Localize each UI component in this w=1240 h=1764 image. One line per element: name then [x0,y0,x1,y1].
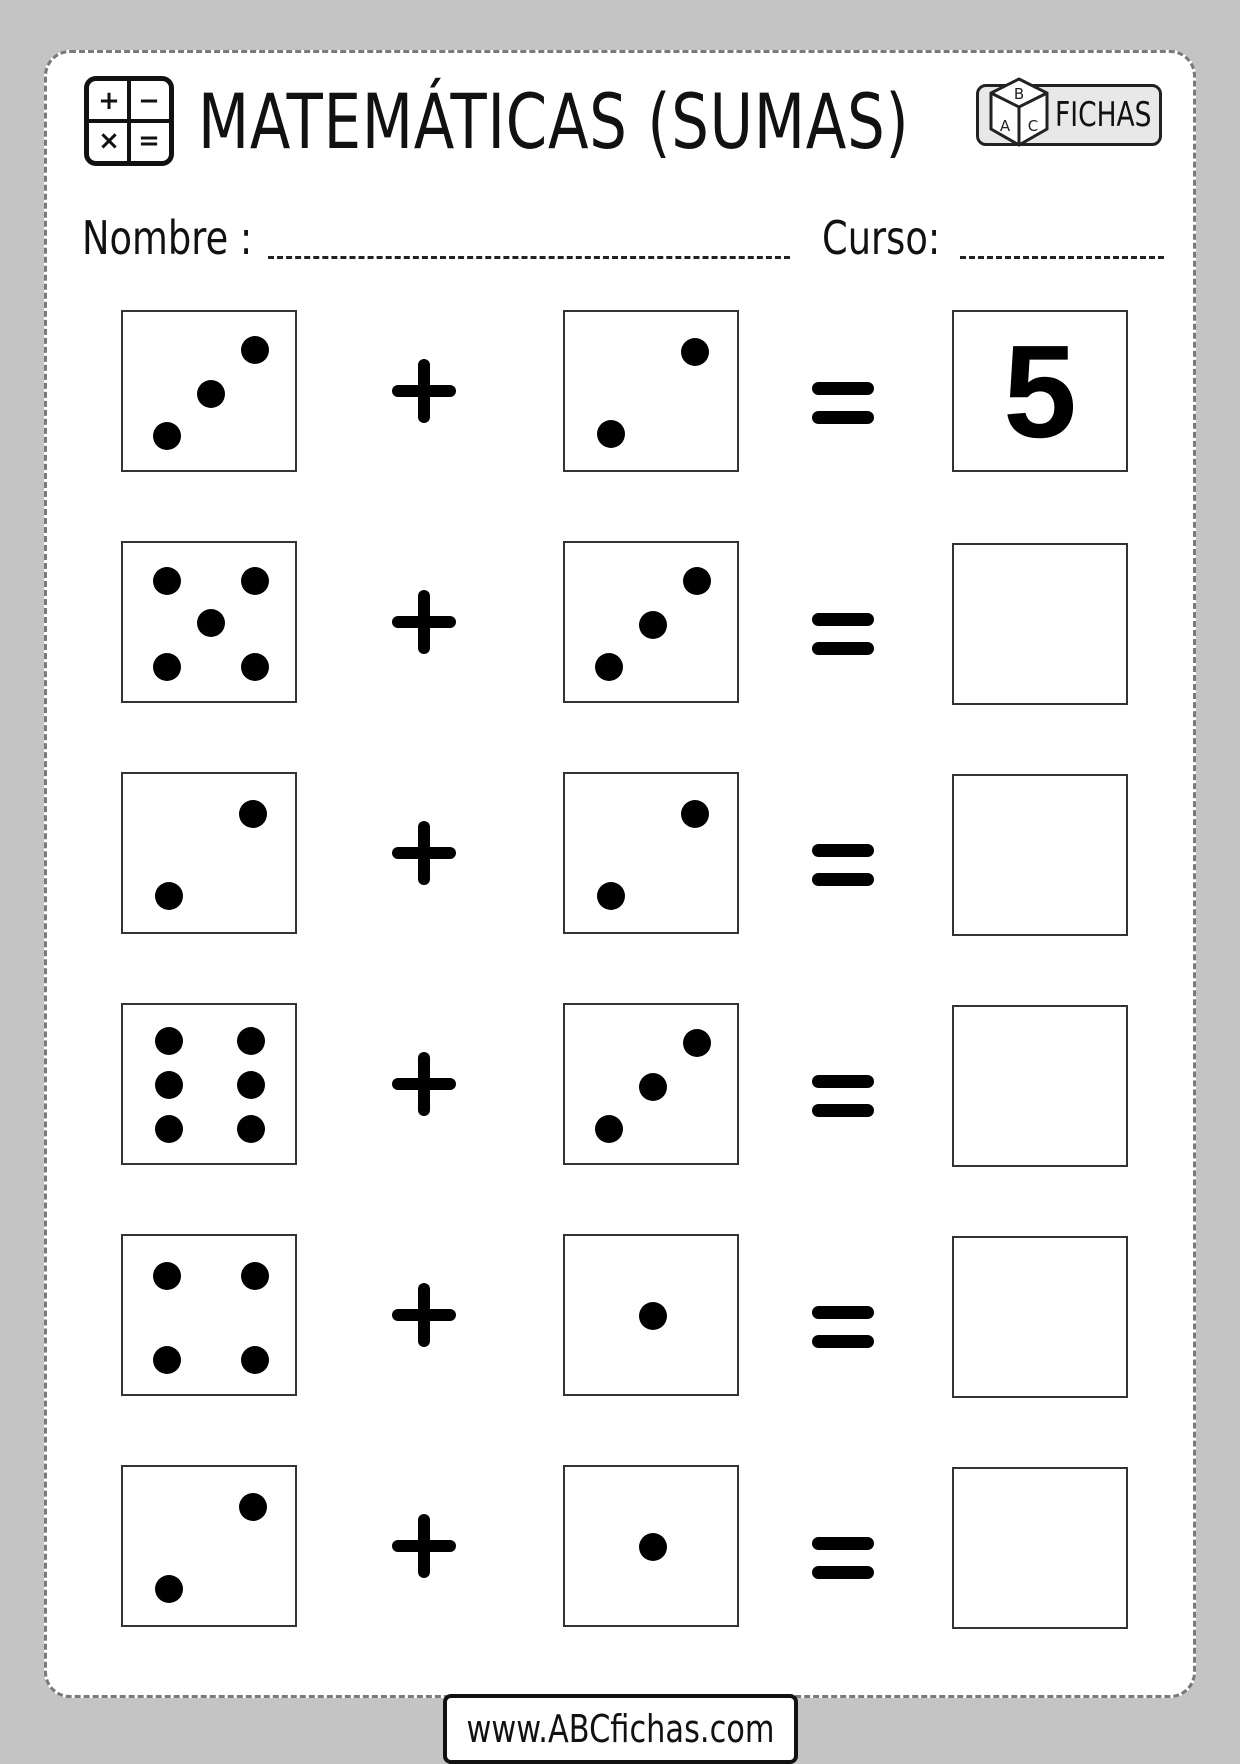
die-right [563,1234,739,1396]
die-pip [683,567,711,595]
answer-box[interactable]: 5 [952,310,1128,472]
die-right [563,772,739,934]
equals-sign [812,1075,874,1117]
die-pip [155,1027,183,1055]
die-pip [239,1493,267,1521]
die-pip [681,800,709,828]
die-right [563,1003,739,1165]
die-pip [155,1115,183,1143]
die-pip [595,653,623,681]
equals-sign [812,613,874,655]
die-pip [153,653,181,681]
die-pip [197,609,225,637]
die-pip [153,567,181,595]
die-pip [639,611,667,639]
equals-symbol: = [138,126,160,156]
equals-bar [812,642,874,655]
die-pip [241,567,269,595]
equals-bar [812,613,874,626]
times-symbol: × [98,126,120,156]
die-left [121,1234,297,1396]
logo-letter-a: A [999,117,1011,135]
die-pip [241,1346,269,1374]
plus-sign [392,1052,456,1116]
plus-sign [392,821,456,885]
die-pip [683,1029,711,1057]
course-field-line[interactable] [960,256,1164,259]
plus-symbol: + [98,86,120,116]
die-right [563,310,739,472]
logo-letter-b: B [1013,85,1025,103]
die-pip [639,1073,667,1101]
die-left [121,772,297,934]
plus-bar-vertical [418,1514,430,1578]
die-pip [681,338,709,366]
die-left [121,310,297,472]
die-pip [241,336,269,364]
plus-bar-vertical [418,359,430,423]
logo-letter-c: C [1027,117,1039,135]
die-pip [153,1262,181,1290]
equals-bar [812,844,874,857]
die-pip [153,422,181,450]
equals-bar [812,1537,874,1550]
name-label: Nombre : [82,211,253,265]
die-pip [241,653,269,681]
die-pip [597,882,625,910]
die-pip [639,1533,667,1561]
die-pip [237,1027,265,1055]
answer-box[interactable] [952,543,1128,705]
equals-sign [812,1537,874,1579]
die-pip [239,800,267,828]
die-pip [597,420,625,448]
logo-text: FICHAS [1055,95,1152,135]
die-pip [595,1115,623,1143]
die-pip [197,380,225,408]
course-label: Curso: [822,211,941,265]
die-pip [155,882,183,910]
equals-bar [812,1335,874,1348]
plus-bar-vertical [418,821,430,885]
die-pip [237,1071,265,1099]
answer-box[interactable] [952,774,1128,936]
plus-sign [392,359,456,423]
equals-bar [812,411,874,424]
abc-blocks-icon [987,75,1051,151]
brand-logo [976,84,1162,146]
equals-sign [812,382,874,424]
answer-box[interactable] [952,1236,1128,1398]
equals-bar [812,382,874,395]
die-left [121,1003,297,1165]
die-pip [153,1346,181,1374]
equals-sign [812,844,874,886]
plus-sign [392,590,456,654]
plus-sign [392,1514,456,1578]
minus-symbol: − [138,86,160,116]
equals-bar [812,1306,874,1319]
equals-bar [812,873,874,886]
plus-sign [392,1283,456,1347]
page-title: MATEMÁTICAS (SUMAS) [198,77,910,166]
plus-bar-vertical [418,590,430,654]
die-pip [241,1262,269,1290]
die-pip [155,1071,183,1099]
equals-bar [812,1075,874,1088]
die-right [563,541,739,703]
plus-bar-vertical [418,1052,430,1116]
equals-sign [812,1306,874,1348]
equals-bar [812,1104,874,1117]
answer-box[interactable] [952,1467,1128,1629]
name-field-line[interactable] [268,256,790,259]
calculator-icon [84,76,174,166]
die-left [121,541,297,703]
die-right [563,1465,739,1627]
die-pip [237,1115,265,1143]
plus-bar-vertical [418,1283,430,1347]
equals-bar [812,1566,874,1579]
answer-box[interactable] [952,1005,1128,1167]
footer-url: www.ABCfichas.com [466,1707,775,1751]
die-pip [155,1575,183,1603]
die-pip [639,1302,667,1330]
die-left [121,1465,297,1627]
